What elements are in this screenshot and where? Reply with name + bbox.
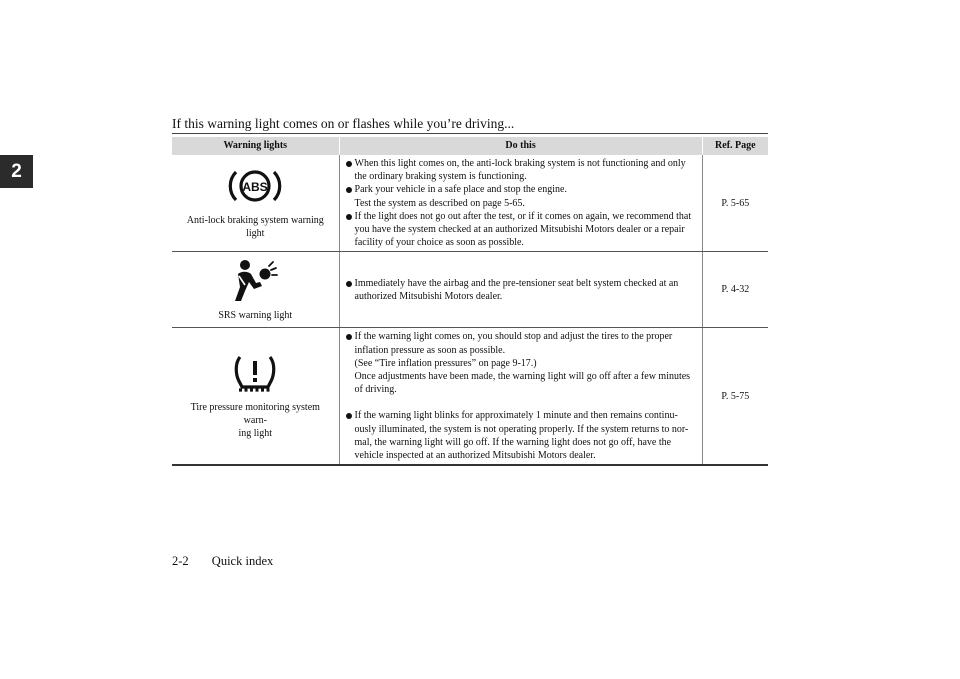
list-item: Immediately have the airbag and the pre-tensioner seat belt system checked at an authorized Mitsubishi Motors dealer. <box>346 277 698 303</box>
list-item: If the warning light comes on, you should stop and adjust the tires to the proper inflation pressure as soon as possible. (See “Tire inflation pressures” on page 9-17.) Once adjustments have been made, the warning light will go off after a few minutes of driving. <box>346 330 698 396</box>
tpms-light-label: Tire pressure monitoring system warn- ing light <box>190 401 320 439</box>
list-item: Park your vehicle in a safe place and stop the engine. Test the system as described on page 5-65. <box>346 183 698 209</box>
list-item: If the warning light blinks for approximately 1 minute and then remains continu- ously illuminated, the system is not operating properly. If the system returns to nor- mal, the warning light will go off. If the warning light does not go off, have the vehicle inspected at an authorized Mitsubishi Motors dealer. <box>346 409 698 462</box>
header-warning-lights: Warning lights <box>172 137 339 155</box>
srs-ref-page: P. 4-32 <box>702 252 768 328</box>
table-row-abs <box>172 155 768 252</box>
section-title: If this warning light comes on or flashes while you’re driving... <box>172 116 515 131</box>
title-rule <box>172 133 768 134</box>
page-number: 2-2 <box>172 554 189 568</box>
table-header-row <box>172 137 768 155</box>
list-item: If the light does not go out after the test, or if it comes on again, we recommend that you have the system checked at an authorized Mitsubishi Motors dealer or a repair facility of your choice as soon as possible. <box>346 210 698 250</box>
footer-section-name: Quick index <box>211 554 274 568</box>
srs-light-cell <box>172 252 339 328</box>
page-footer <box>172 554 273 569</box>
abs-light-cell <box>172 155 339 252</box>
abs-light-label: Anti-lock braking system warning light <box>186 215 324 240</box>
srs-instructions <box>339 252 702 328</box>
table-row-tpms <box>172 328 768 465</box>
header-ref-page: Ref. Page <box>702 137 768 155</box>
srs-airbag-icon <box>231 257 279 301</box>
abs-ref-page: P. 5-65 <box>702 155 768 252</box>
tpms-light-cell <box>172 328 339 465</box>
warning-lights-table <box>172 137 768 466</box>
srs-light-label: SRS warning light <box>218 310 293 322</box>
tpms-instructions <box>339 328 702 465</box>
svg-text:ABS: ABS <box>242 180 268 194</box>
table-row-srs <box>172 252 768 328</box>
header-do-this: Do this <box>339 137 702 155</box>
abs-instructions <box>339 155 702 252</box>
tpms-ref-page: P. 5-75 <box>702 328 768 465</box>
list-item: When this light comes on, the anti-lock braking system is not functioning and only the ordinary braking system is functioning. <box>346 157 698 183</box>
abs-warning-icon <box>226 166 284 206</box>
tire-pressure-icon <box>232 353 278 393</box>
chapter-tab: 2 <box>0 155 33 188</box>
